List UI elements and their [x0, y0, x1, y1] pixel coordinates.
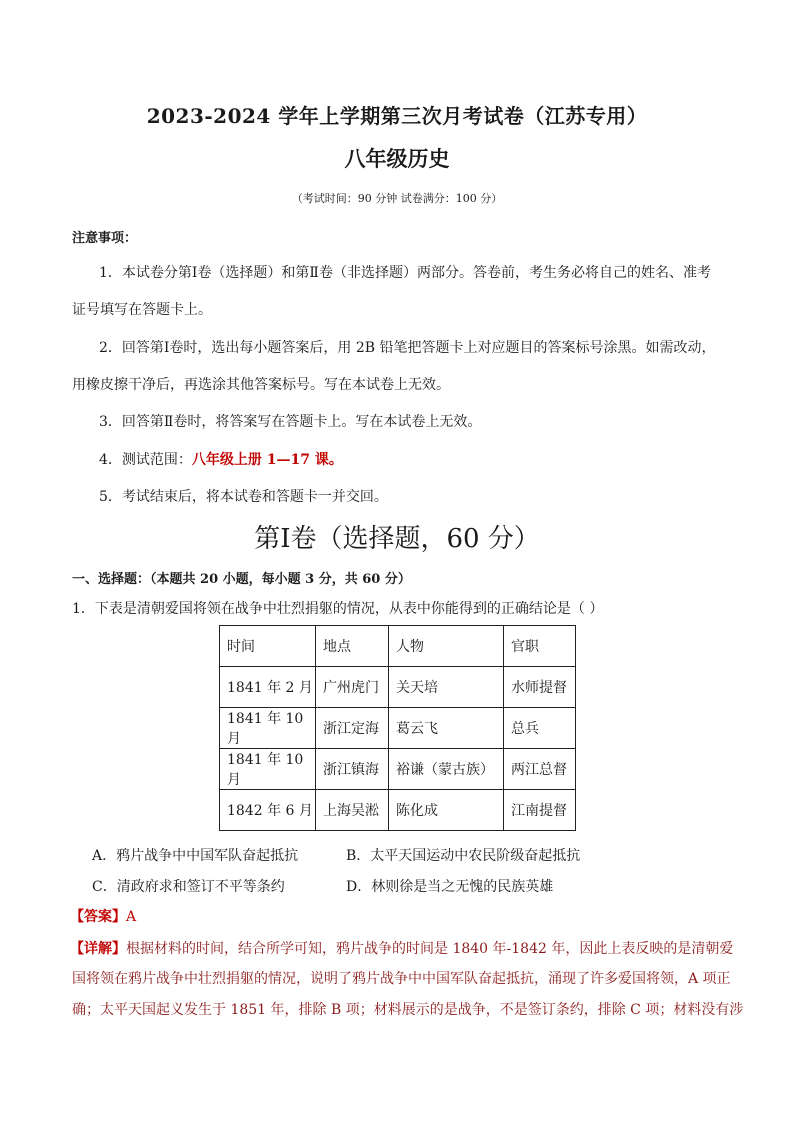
table-row	[220, 667, 576, 708]
table-row	[220, 790, 576, 831]
notice-item-4-prefix: 4．测试范围：	[99, 452, 192, 468]
table-header-row	[220, 626, 576, 667]
table-cell: 两江总督	[504, 749, 576, 790]
option-a: A．鸦片战争中中国军队奋起抵抗	[92, 848, 299, 864]
notice-item-2-line-1: 2．回答第Ⅰ卷时，选出每小题答案后，用 2B 铅笔把答题卡上对应题目的答案标号涂黑。如需改动，	[99, 340, 716, 356]
notice-heading: 注意事项：	[72, 231, 138, 246]
notice-item-1-line-1: 1．本试卷分第Ⅰ卷（选择题）和第Ⅱ卷（非选择题）两部分。答卷前，考生务必将自己的姓名、准考	[99, 265, 711, 281]
table-cell: 葛云飞	[389, 708, 504, 749]
detail-label: 【详解】	[70, 941, 126, 957]
table-cell: 水师提督	[504, 667, 576, 708]
exam-meta: （考试时间：90 分钟 试卷满分：100 分）	[291, 192, 503, 205]
exam-title: 2023-2024 学年上学期第三次月考试卷（江苏专用）	[146, 104, 648, 128]
detail-line-1	[70, 935, 733, 964]
table-header-cell: 地点	[316, 626, 389, 667]
notice-item-3: 3．回答第Ⅱ卷时，将答案写在答题卡上。写在本试卷上无效。	[99, 414, 482, 430]
answer-label: 【答案】	[70, 909, 126, 925]
detail-line-3: 确；太平天国起义发生于 1851 年，排除 B 项；材料展示的是战争，不是签订条约，排除 C 项；材料没有涉	[72, 1002, 744, 1018]
table-cell: 浙江镇海	[316, 749, 389, 790]
answer-value: A	[126, 909, 137, 925]
table-row	[220, 749, 576, 790]
question-1-table	[219, 625, 576, 831]
part-heading: 一、选择题：（本题共 20 小题，每小题 3 分，共 60 分）	[72, 572, 411, 587]
table-cell: 广州虎门	[316, 667, 389, 708]
notice-item-2-line-2: 用橡皮擦干净后，再选涂其他答案标号。写在本试卷上无效。	[72, 377, 450, 393]
table-row	[220, 708, 576, 749]
table-header-cell: 官职	[504, 626, 576, 667]
option-c: C．清政府求和签订不平等条约	[92, 879, 285, 895]
notice-item-5: 5．考试结束后，将本试卷和答题卡一并交回。	[99, 489, 388, 505]
question-1-stem: 1．下表是清朝爱国将领在战争中壮烈捐躯的情况，从表中你能得到的正确结论是（ ）	[72, 601, 604, 617]
table-cell: 1841 年 2 月	[220, 667, 316, 708]
section-title: 第Ⅰ卷（选择题，60 分）	[254, 524, 540, 554]
detail-line-2: 国将领在鸦片战争中壮烈捐躯的情况，说明了鸦片战争中中国军队奋起抵抗，涌现了许多爱国将领，A 项正	[72, 971, 731, 987]
table-header-cell: 时间	[220, 626, 316, 667]
table-cell: 浙江定海	[316, 708, 389, 749]
table-cell: 陈化成	[389, 790, 504, 831]
table-cell: 总兵	[504, 708, 576, 749]
table-cell: 江南提督	[504, 790, 576, 831]
table-cell: 1841 年 10 月	[220, 708, 316, 749]
table-cell: 1841 年 10 月	[220, 749, 316, 790]
test-range: 八年级上册 1—17 课。	[191, 452, 343, 468]
exam-subtitle: 八年级历史	[344, 146, 450, 171]
option-b: B．太平天国运动中农民阶级奋起抵抗	[346, 848, 581, 864]
option-d: D．林则徐是当之无愧的民族英雄	[346, 879, 554, 895]
notice-item-4	[99, 449, 343, 471]
table-cell: 裕谦（蒙古族）	[389, 749, 504, 790]
answer	[70, 906, 136, 926]
table-cell: 1842 年 6 月	[220, 790, 316, 831]
notice-item-1-line-2: 证号填写在答题卡上。	[72, 302, 212, 318]
table-cell: 关天培	[389, 667, 504, 708]
table-header-cell: 人物	[389, 626, 504, 667]
detail-text: 根据材料的时间，结合所学可知，鸦片战争的时间是 1840 年-1842 年，因此上表反映的是清朝爱	[126, 941, 734, 957]
table-cell: 上海吴淞	[316, 790, 389, 831]
